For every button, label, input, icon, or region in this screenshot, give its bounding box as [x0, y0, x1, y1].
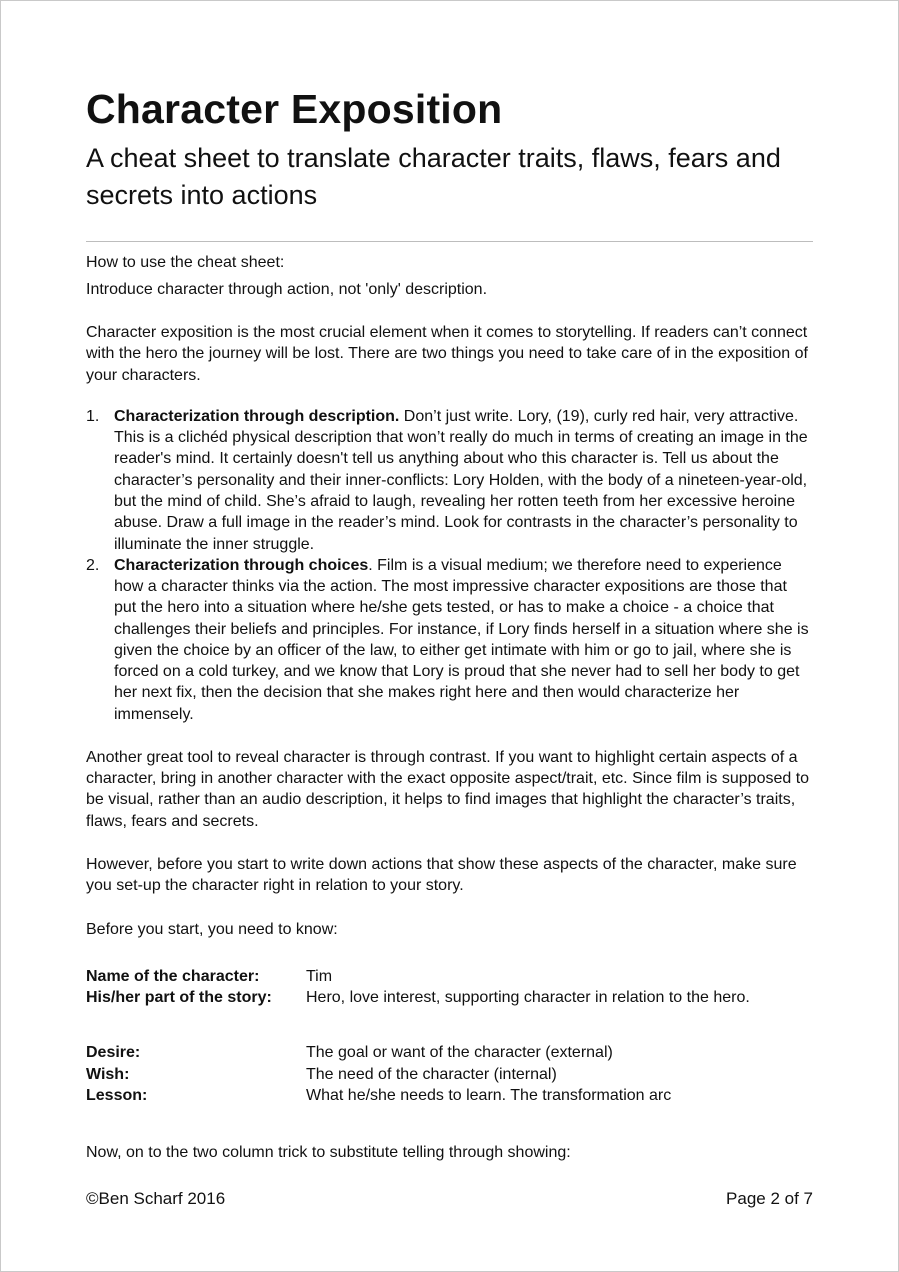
characterization-list	[86, 406, 813, 725]
field-part-of-story	[86, 987, 813, 1008]
footer-page-number: Page 2 of 7	[726, 1189, 813, 1208]
intro-paragraph: Character exposition is the most crucial element when it comes to storytelling. If readers can’t connect with the hero the journey will be lost. There are two things you need to take care of in the exposition of your characters.	[86, 324, 808, 384]
character-fields	[86, 966, 813, 1106]
list-item-text	[114, 406, 813, 555]
contrast-paragraph: Another great tool to reveal character is through contrast. If you want to highlight certain aspects of a character, bring in another character with the exact opposite aspect/trait, etc. Since film is supposed to be visual, rather than an audio description, it helps to find images that highlight the character’s traits, flaws, fears and secrets.	[86, 748, 810, 830]
section-divider	[86, 241, 813, 242]
list-item-text	[114, 555, 813, 725]
intro-action-line: Introduce character through action, not 'only' description.	[86, 280, 488, 298]
list-item-number: 1.	[86, 407, 100, 425]
however-paragraph: However, before you start to write down actions that show these aspects of the character, make sure you set-up the character right in relation to your story.	[86, 855, 797, 895]
document-subtitle: A cheat sheet to translate character traits, flaws, fears and secrets into actions	[86, 143, 781, 211]
page-footer	[86, 1189, 813, 1209]
field-label: Lesson:	[86, 1086, 148, 1104]
field-desire	[86, 1042, 813, 1063]
field-label: Desire:	[86, 1044, 141, 1062]
list-item-description	[86, 406, 813, 555]
field-name-of-character	[86, 966, 813, 987]
closing-line: Now, on to the two column trick to substitute telling through showing:	[86, 1144, 571, 1162]
list-item-lead: Characterization through description.	[114, 407, 400, 425]
list-item-choices	[86, 555, 813, 725]
field-value: Tim	[306, 967, 333, 985]
field-label: Wish:	[86, 1065, 130, 1083]
list-item-body: Don’t just write. Lory, (19), curly red hair, very attractive. This is a clichéd physical description that won’t really do much in terms of creating an image in the reader's mind. It certainly doesn't tell us anything about who this character is. Tell us about the character’s personality and their inner-conflicts: Lory Holden, with the body of a nineteen-year-old, but the mind of child. She’s afraid to laugh, revealing her rotten teeth from her excessive heroine abuse. Draw a full image in the reader’s mind. Look for contrasts in the character’s personality to illuminate the inner struggle.	[114, 407, 808, 553]
field-label: His/her part of the story:	[86, 989, 272, 1007]
field-value: Hero, love interest, supporting character in relation to the hero.	[306, 989, 750, 1007]
list-item-body: . Film is a visual medium; we therefore need to experience how a character thinks via the action. The most impressive character expositions are those that put the hero into a situation where he/she gets tested, or has to make a choice - a choice that challenges their beliefs and principles. For instance, if Lory finds herself in a situation where she is given the choice by an officer of the law, to either get intimate with him or go to jail, where she is forced on a cold turkey, and we know that Lory is proud that she never had to sell her body to get her next fix, then the decision that she makes right here and then would characterize her immensely.	[114, 556, 809, 723]
field-value: The goal or want of the character (external)	[306, 1044, 613, 1062]
before-you-start-line: Before you start, you need to know:	[86, 920, 338, 938]
field-wish	[86, 1064, 813, 1085]
list-item-lead: Characterization through choices	[114, 556, 369, 574]
document-content	[1, 1, 898, 1163]
how-to-heading: How to use the cheat sheet:	[86, 253, 285, 271]
field-lesson	[86, 1085, 813, 1106]
footer-copyright: ©Ben Scharf 2016	[86, 1189, 226, 1208]
field-group-spacer	[86, 1008, 813, 1042]
field-label: Name of the character:	[86, 967, 260, 985]
field-value: What he/she needs to learn. The transformation arc	[306, 1086, 672, 1104]
document-title: Character Exposition	[86, 86, 503, 132]
list-item-number: 2.	[86, 556, 100, 574]
field-value: The need of the character (internal)	[306, 1065, 557, 1083]
